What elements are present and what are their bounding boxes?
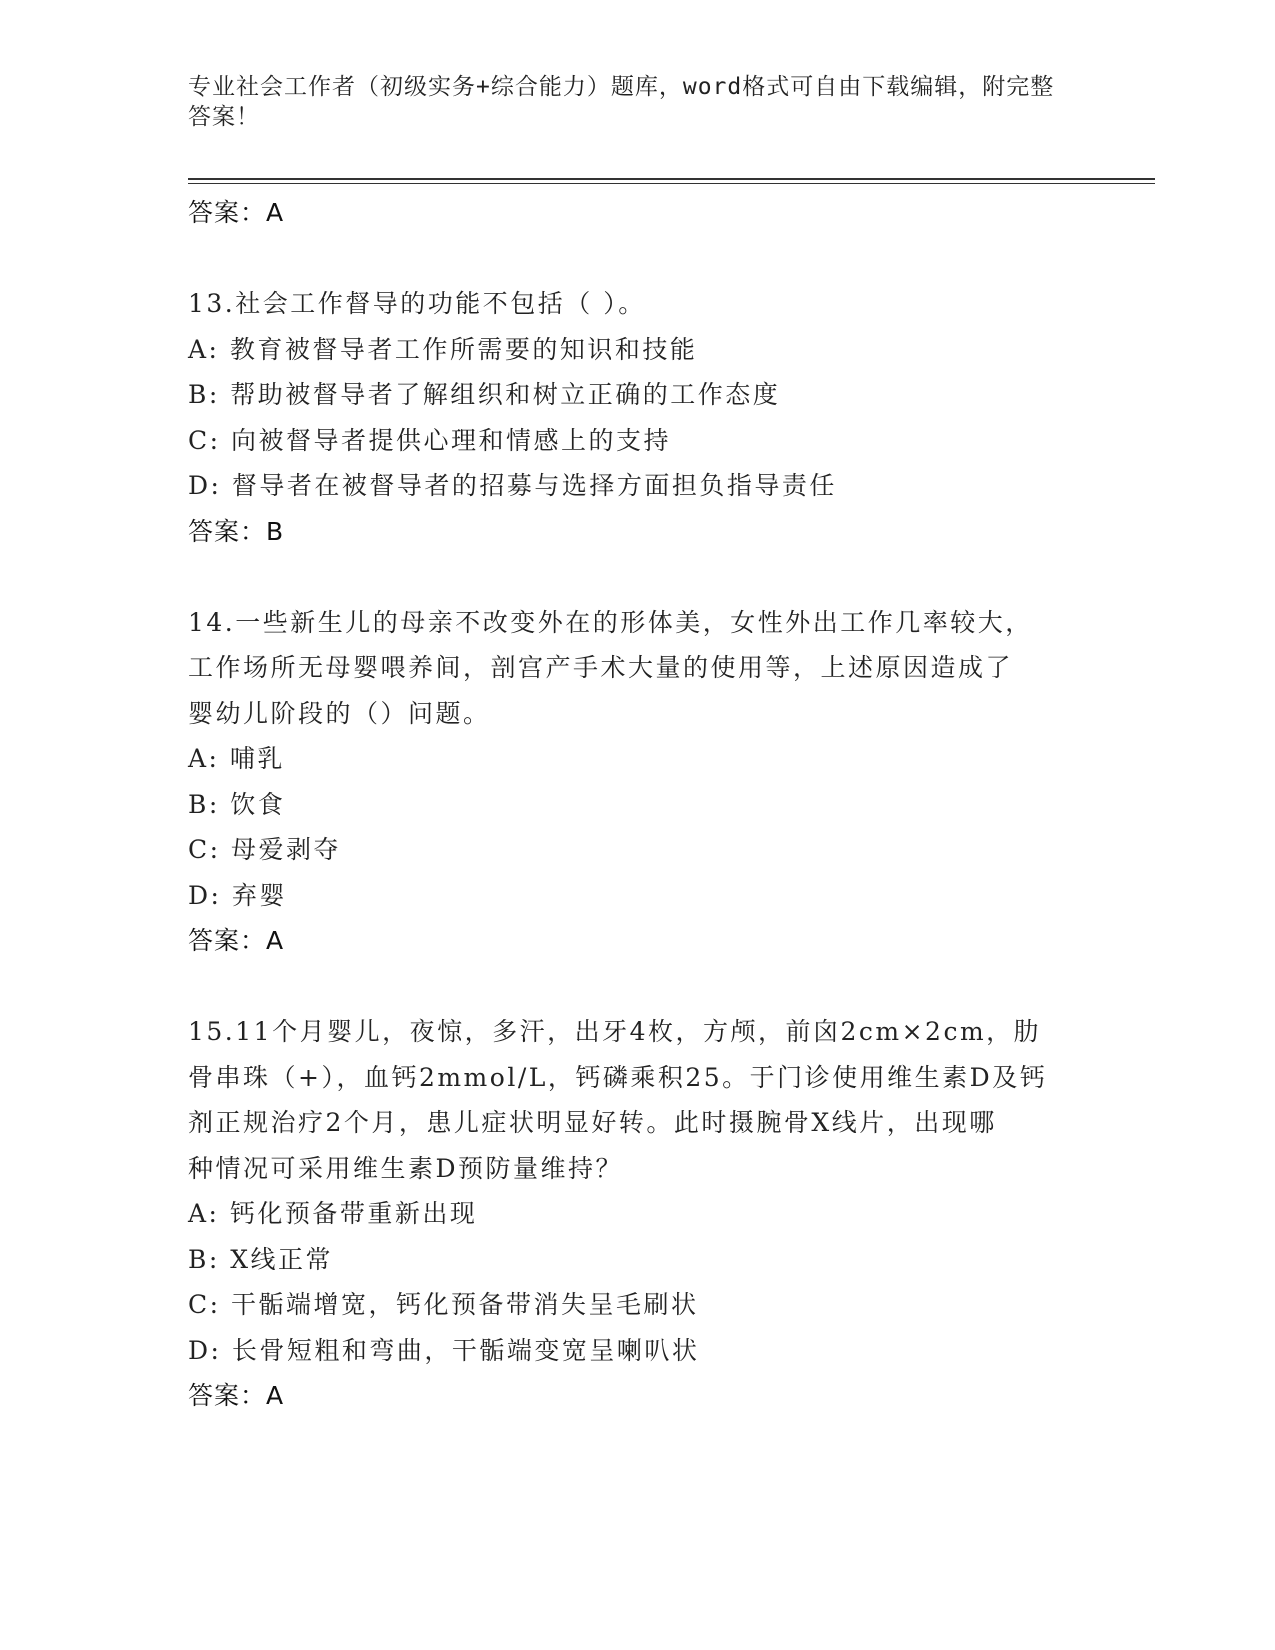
question-stem-line-3: 婴幼儿阶段的（）问题。	[188, 698, 491, 728]
question-13	[188, 281, 1088, 554]
question-15	[188, 1009, 1088, 1419]
option-b: B: X线正常	[188, 1244, 334, 1274]
header-line-1: 专业社会工作者（初级实务+综合能力）题库，word格式可自由下载编辑，附完整	[188, 74, 1055, 100]
question-14	[188, 600, 1088, 964]
option-b: B: 饮食	[188, 789, 286, 819]
question-stem: 13.社会工作督导的功能不包括（ ）。	[188, 289, 646, 318]
question-stem-line-4: 种情况可采用维生素D预防量维持？	[188, 1153, 624, 1183]
option-c: C: 干骺端增宽，钙化预备带消失呈毛刷状	[188, 1290, 699, 1319]
question-stem-line-3: 剂正规治疗2个月，患儿症状明显好转。此时摄腕骨X线片，出现哪	[188, 1108, 997, 1137]
question-answer: 答案：B	[188, 516, 285, 546]
question-stem-line-1: 15.11个月婴儿，夜惊，多汗，出牙4枚，方颅，前囟2cm×2cm，肋	[188, 1017, 1042, 1046]
option-d: D: 长骨短粗和弯曲，干骺端变宽呈喇叭状	[188, 1335, 700, 1365]
option-b: B: 帮助被督导者了解组织和树立正确的工作态度	[188, 380, 781, 409]
option-a: A: 教育被督导者工作所需要的知识和技能	[188, 334, 698, 364]
spacer	[188, 554, 1088, 600]
page-header	[188, 72, 1088, 132]
option-d: D: 弃婴	[188, 880, 287, 910]
question-list	[188, 190, 1088, 1419]
spacer	[188, 236, 1088, 282]
previous-answer: 答案：A	[188, 198, 285, 227]
option-c: C: 母爱剥夺	[188, 835, 341, 864]
question-stem-line-1: 14.一些新生儿的母亲不改变外在的形体美，女性外出工作几率较大，	[188, 607, 1033, 637]
option-c: C: 向被督导者提供心理和情感上的支持	[188, 425, 671, 455]
question-stem-line-2: 骨串珠（+），血钙2mmol/L，钙磷乘积25。于门诊使用维生素D及钙	[188, 1062, 1048, 1092]
header-divider-thick	[188, 178, 1155, 180]
header-line-2: 答案！	[188, 104, 260, 130]
option-d: D: 督导者在被督导者的招募与选择方面担负指导责任	[188, 471, 837, 500]
question-stem-line-2: 工作场所无母婴喂养间，剖宫产手术大量的使用等，上述原因造成了	[188, 653, 1014, 682]
option-a: A: 钙化预备带重新出现	[188, 1199, 478, 1228]
question-answer: 答案：A	[188, 926, 285, 955]
spacer	[188, 964, 1088, 1010]
header-divider-thin	[188, 183, 1155, 184]
option-a: A: 哺乳	[188, 744, 285, 773]
question-answer: 答案：A	[188, 1381, 285, 1410]
